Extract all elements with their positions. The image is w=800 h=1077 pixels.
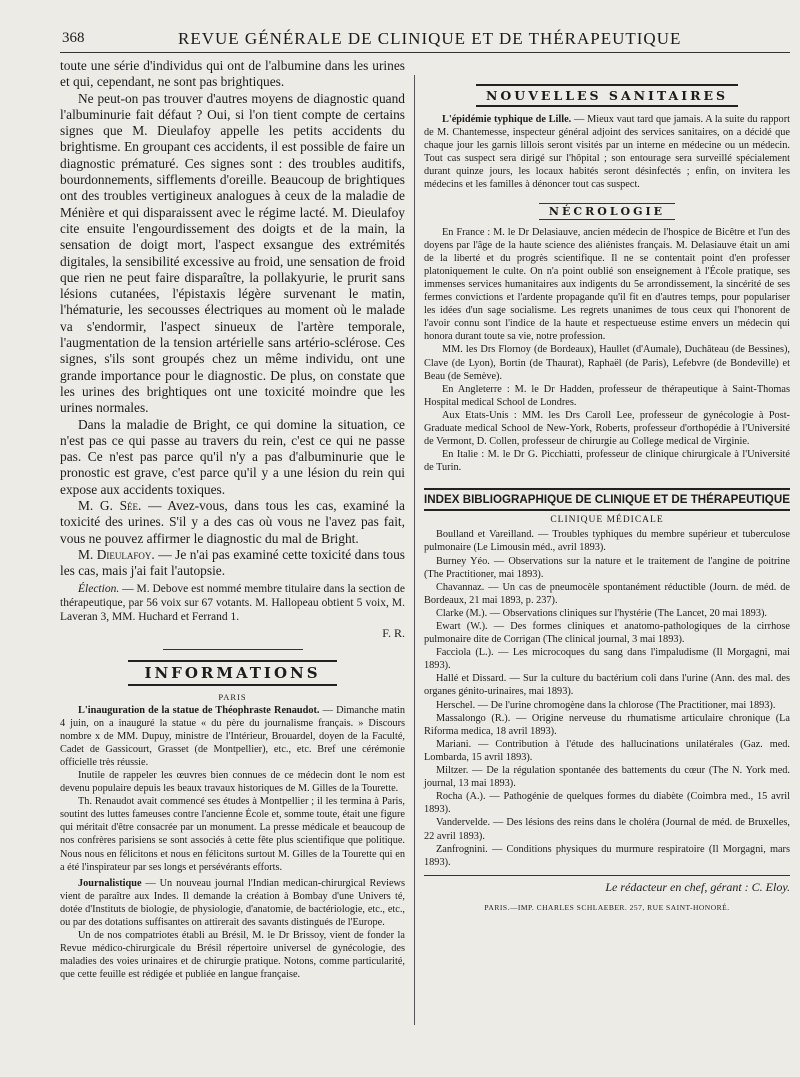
necro-usa: Aux Etats-Unis : MM. les Drs Caroll Lee, professeur de gynécologie à Post-Graduate medical School de New-York, Roberts, professeur d'orthopédie à l'Université de Vermont, D. Collen, professeur de chirurgie au College medical de Virginie.: [424, 409, 790, 448]
journalistique-p2: Un de nos compatriotes établi au Brésil, M. le Dr Brissoy, vient de fonder la Revue médico-chirurgicale du Brésil répertoire universel de gynécologie, des maladies des voies urinaires et de chirurgie pratique. Notons, comme particularité, que cette feuille est rédigée et publiée en langue française.: [60, 930, 405, 981]
left-column: [60, 58, 405, 981]
biblio-entry: Hallé et Dissard. — Sur la culture du bactérium coli dans l'urine (Ann. des mal. des organes génito-urinaires, mai 1893).: [424, 673, 790, 698]
necro-england: En Angleterre : M. le Dr Hadden, professeur de thérapeutique à Saint-Thomas Hospital medical School de Londres.: [424, 383, 790, 408]
necro-france: En France : M. le Dr Delasiauve, ancien médecin de l'hospice de Bicêtre et l'un des doyens par l'âge de la haute science des aliénistes français. M. Delasiauve était un ami de la liberté et du progrès scientifique. Il ne se contentait point d'en professer platoniquement le culte. On n'a point oublié son enseignement à l'École pratique, ses immenses services humanitaires aux indigents du 5e arrondissement, la sincérité de ses fermes convictions et l'ardente propagande qu'il fit en d'autres temps, pour populariser les idées d'un sage socialisme. Les regrets unanimes de tous ceux qui l'honorent de l'avoir connu sont l'indice de la haute et respectueuse estime envers un médecin qui honora durant toute sa vie, notre profession.: [424, 226, 790, 343]
renaudot-title: L'inauguration de la statue de Théophraste Renaudot.: [78, 704, 320, 716]
dieulafoy-remark-text: — Je n'ai pas examiné cette toxicité dans tous les cas, mais j'ai fait l'autopsie.: [60, 546, 405, 579]
journalistique-text: — Un nouveau journal l'Indian medican-chirurgical Reviews vient de paraître aux Indes. Il demande la création à Bombay d'une Univers té, dotée d'Instituts de biologie, de physiologie, d'anatomie, de bactériologie, etc., etc., ou par des dotations suffisantes on attirerait des savants distingués de l'Europe.: [60, 877, 405, 928]
nouvelles-body: [424, 113, 790, 192]
biblio-entry: Massalongo (R.). — Origine nerveuse du rhumatisme articulaire chronique (La Riforma medica, 18 avril 1893).: [424, 712, 790, 737]
biblio-entry: Herschel. — De l'urine chromogène dans la chlorose (The Practitioner, mai 1893).: [436, 699, 776, 711]
election-text: — M. Debove est nommé membre titulaire dans la section de thérapeutique, par 56 voix sur 67 votants. M. Hallopeau obtient 5 voix, M. Laveran 3, MM. Huchard et Ferrand 1.: [60, 582, 405, 623]
biblio-entry: Chavannaz. — Un cas de pneumocèle spontanément réductible (Journ. de méd. de Bordeaux, 21 mai 1893, p. 237).: [424, 581, 790, 606]
clinique-label: CLINIQUE MÉDICALE: [550, 515, 664, 526]
editor-signature: Le rédacteur en chef, gérant : C. Eloy.: [424, 875, 790, 895]
biblio-entry: Facciola (L.). — Les microcoques du sang dans l'impaludisme (Il Morgagni, mai 1893).: [424, 647, 790, 672]
necrologie-title: NÉCROLOGIE: [539, 203, 675, 220]
section-separator: [163, 649, 303, 650]
biblio-entry: Boulland et Vareilland. — Troubles typhiques du membre supérieur et tuberculose pulmonaire (Le Limousin méd., avril 1893).: [424, 529, 790, 554]
paragraph-1: toute une série d'individus qui ont de l'albumine dans les urines et qui, cependant, ne sont pas brightiques.: [60, 58, 405, 90]
paragraph-3: Dans la maladie de Bright, ce qui domine la situation, ce n'est pas ce qui passe au travers du rein, c'est ce qui ne passe pas. Ce n'est pas parce qu'il n'y a pas d'albuminurie que le pronostic est grave, c'est parce qu'il y a une lésion du rein qui expose aux accidents toxiques.: [60, 416, 405, 497]
biblio-entry: Clarke (M.). — Observations cliniques sur l'hystérie (The Lancet, 20 mai 1893).: [436, 607, 767, 619]
column-divider: [414, 75, 415, 1025]
see-remark-text: — Avez-vous, dans tous les cas, examiné la toxicité des urines. S'il y a des cas où vous ne l'avez pas fait, vous ne pouvez affirmer le diagnostic du mal de Bright.: [60, 498, 405, 546]
biblio-entry: Ewart (W.). — Des formes cliniques et anatomo-pathologiques de la cirrhose pulmonaire dite de Corrigan (The clinical journal, 3 mai 1893).: [424, 621, 790, 646]
election-label: Élection.: [78, 582, 120, 595]
biblio-entry: Mariani. — Contribution à l'étude des hallucinations unilatérales (Gaz. med. Lombarda, 15 avril 1893).: [424, 738, 790, 763]
journalistique-title: Journalistique: [78, 877, 142, 889]
speaker-dieulafoy: M. Dieulafoy.: [78, 546, 155, 562]
biblio-entry: Vandervelde. — Des lésions des reins dans le choléra (Journal de méd. de Bruxelles, 22 avril 1893).: [424, 817, 790, 842]
necrologie-body: [424, 226, 790, 475]
lille-title: L'épidémie typhique de Lille.: [442, 114, 572, 125]
bright-discussion: [60, 58, 405, 580]
paragraph-2: Ne peut-on pas trouver d'autres moyens de diagnostic quand l'albuminurie fait défaut ? Oui, si l'on tient compte de certains signes que M. Dieulafoy appelle les petits accidents du brightisme. En groupant ces accidents, il est possible de faire un diagnostic prématuré. Ces signes sont : des troubles auditifs, bourdonnements, sifflements d'oreille. Beaucoup de brightiques ont des troubles vertigineux analogues à ceux de la maladie de Ménière et qui disparaissent avec le régime lacté. M. Dieulafoy cite ensuite l'engourdissement des doigts et de la main, la sensation de doigt mort, l'aspect exsangue des extrémités digitales, la sensibilité excessive au froid, une sensation de froid que rien ne peut faire disparaître, la pollakyurie, le prurit sans lésions cutanées, l'épistaxis légère survenant le matin, l'hématurie, les secousses électriques au moment où le malade va s'endormir, l'aspect sinueux de l'artère temporale, l'augmentation de la tension artérielle sans artério-sclérose. Ces signes, s'ils sont groupés chez un même individu, ont une grande importance pour le diagnostic. De plus, on constate que les urines des brightiques ont une toxicité moindre que les urines normales.: [60, 90, 405, 416]
dieulafoy-remark: [60, 547, 405, 580]
printer-line: PARIS.—IMP. CHARLES SCHLAEBER. 257, RUE SAINT-HONORÉ.: [484, 902, 730, 912]
informations-header: [60, 660, 405, 686]
renaudot-p2: Inutile de rappeler les œuvres bien connues de ce médecin dont le nom est devenu populaire depuis les beaux travaux historiques de M. Gilles de la Tourette.: [60, 769, 405, 795]
biblio-entry: Rocha (A.). — Pathogénie de quelques formes du diabète (Coimbra med., 15 avril 1893).: [424, 791, 790, 816]
renaudot-text: — Dimanche matin 4 juin, on a inauguré la statue « du père du journalisme français. » Discours nombre x de MM. Dupuy, ministre de l'Intérieur, Brouardel, doyen de la Faculté, Cadet de Gassicourt, Grasset (de Montpellier), etc., etc. Bref une cérémonie officielle très réussie.: [60, 704, 405, 768]
biblio-entry: Miltzer. — De la régulation spontanée des battements du cœur (The N. York med. journal, 13 mai 1893).: [424, 765, 790, 790]
biblio-entry: Zanfrognini. — Conditions physiques du murmure respiratoire (Il Morgagni, mars 1893).: [424, 843, 790, 868]
paris-label: PARIS: [218, 691, 247, 702]
index-title: INDEX BIBLIOGRAPHIQUE DE CLINIQUE ET DE THÉRAPEUTIQUE: [424, 488, 790, 511]
election-note: [60, 582, 405, 624]
nouvelles-title: NOUVELLES SANITAIRES: [476, 84, 738, 107]
right-column: [424, 84, 790, 912]
lille-text: — Mieux vaut tard que jamais. A la suite du rapport de M. Chantemesse, inspecteur général adjoint des services sanitaires, on a décidé que chaque jour les garnis lillois seront visités par un interne en médecine ou un médecin. Tout cas suspect sera dirigé sur l'hôpital ; son entourage sera surveillé spécialement durant quinze jours, les locaux habités seront désinfectés ; enfin, on invitera les médecins et les familles à dénoncer tout cas suspect.: [424, 114, 790, 191]
bibliography-list: [424, 528, 790, 868]
biblio-entry: Burney Yéo. — Observations sur la nature et le traitement de l'angine de poitrine (The Practitioner, mai 1893).: [424, 555, 790, 580]
running-title: REVUE GÉNÉRALE DE CLINIQUE ET DE THÉRAPEUTIQUE: [178, 29, 682, 48]
necro-doctors: MM. les Drs Flornoy (de Bordeaux), Haullet (d'Aumale), Duchâteau (de Bessines), Clave (de Lyon), Bortin (de Thaurat), Raphaël (de Paris), Lefebvre (de Bondeville) et Beau (de Semève).: [424, 344, 790, 382]
page-number: 368: [62, 30, 85, 46]
see-remark: [60, 498, 405, 547]
necrologie-header: [424, 202, 790, 220]
article-signature: F. R.: [382, 625, 405, 640]
renaudot-p3: Th. Renaudot avait commencé ses études à Montpellier ; il les termina à Paris, soutint des luttes fameuses contre l'ancienne École et, somme toute, était une figure qui méritait d'être consacrée par un monument. La presse médicale et beaucoup de nos confrères parisiens se sont associés à cette fête plus scientifique que politique. Nous nous en félicitons et nous en félicitons surtout M. Gilles de la Tourette qui en a été l'inspirateur par ses longs et persévérants efforts.: [60, 796, 405, 873]
speaker-see: M. G. Sée.: [78, 498, 142, 514]
necro-italy: En Italie : M. le Dr G. Picchiatti, professeur de clinique chirurgicale à l'Université de Turin.: [424, 449, 790, 474]
informations-body: [60, 704, 405, 982]
page-header: [60, 28, 790, 53]
nouvelles-header: [424, 84, 790, 107]
informations-title: INFORMATIONS: [128, 660, 336, 686]
